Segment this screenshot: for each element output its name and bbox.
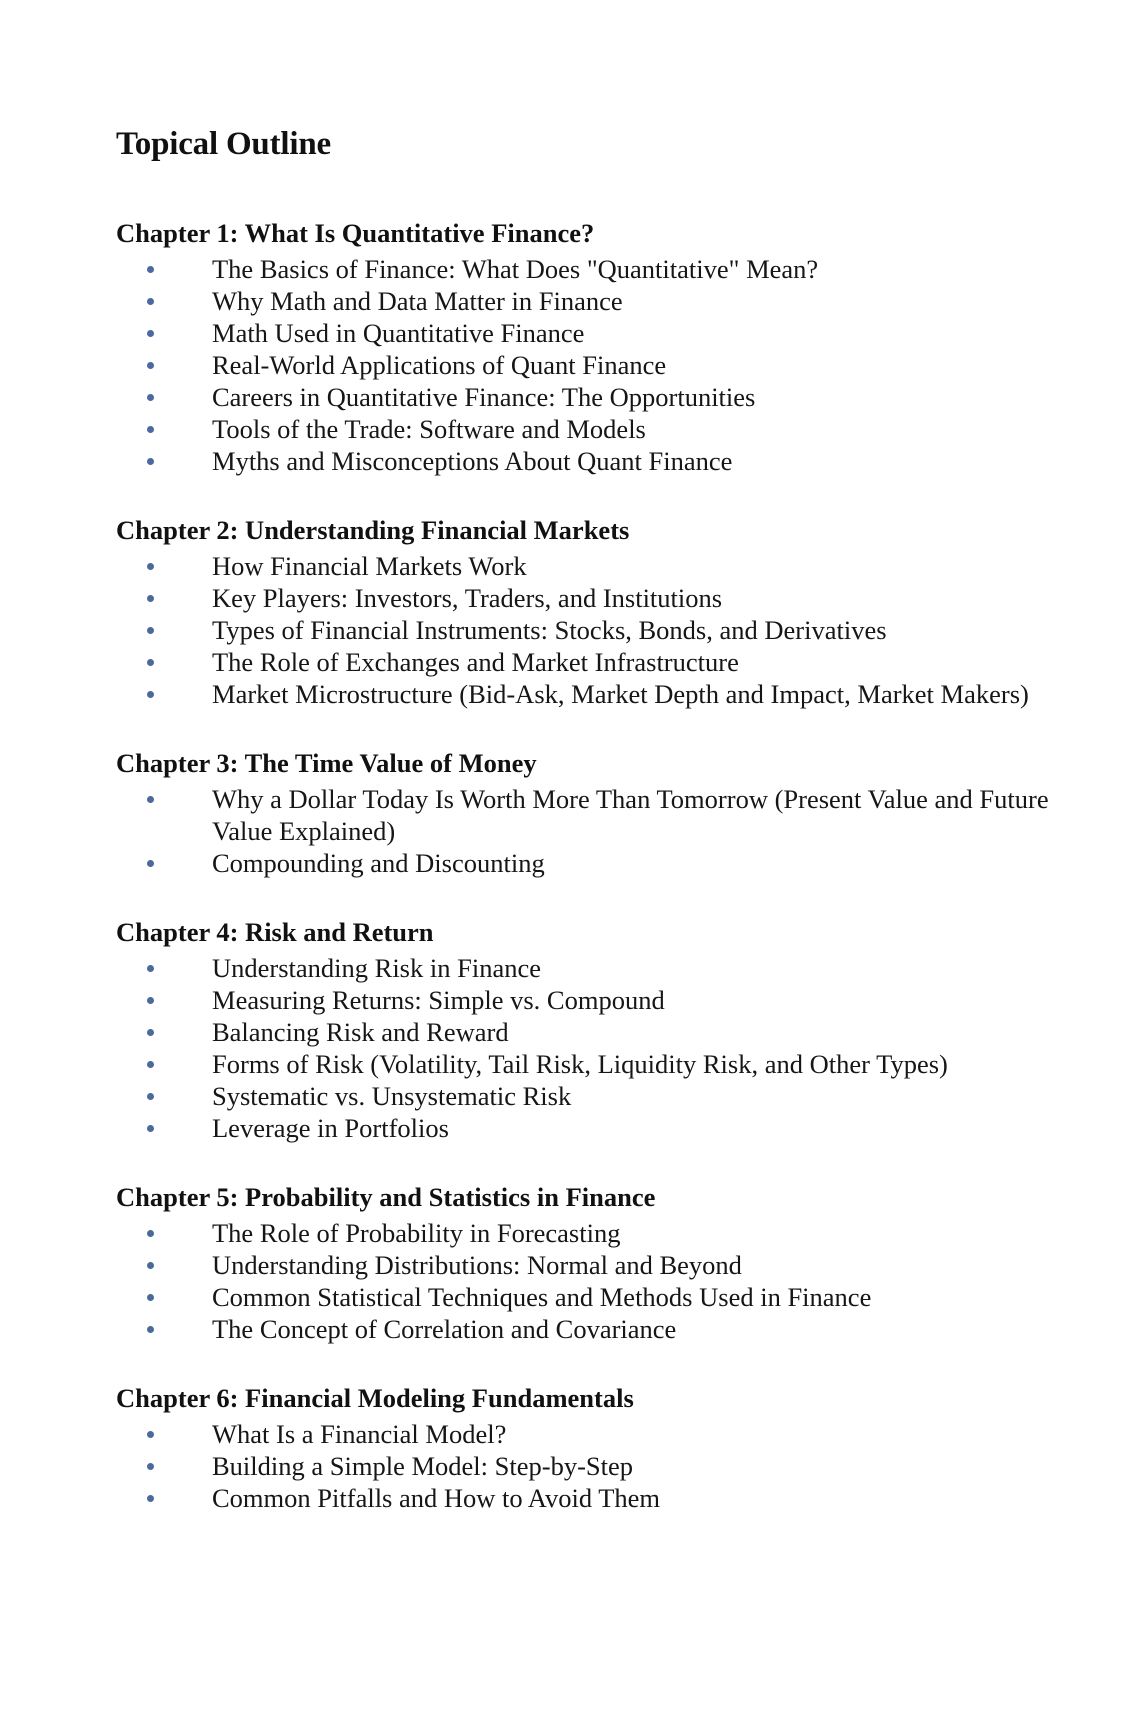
bullet-icon [147, 1262, 154, 1269]
topic-text: Myths and Misconceptions About Quant Finance [212, 446, 733, 476]
topic-text: Understanding Distributions: Normal and Beyond [212, 1250, 742, 1280]
topic-text: Compounding and Discounting [212, 848, 545, 878]
chapter-heading: Chapter 4: Risk and Return [116, 917, 434, 947]
list-item [116, 1217, 1056, 1249]
chapter-section [116, 746, 1056, 879]
bullet-icon [147, 266, 154, 273]
list-item [116, 253, 1056, 285]
chapter-section [116, 1180, 1056, 1345]
topic-text: Building a Simple Model: Step-by-Step [212, 1451, 634, 1481]
topic-text: Common Pitfalls and How to Avoid Them [212, 1483, 661, 1513]
list-item [116, 646, 1056, 678]
list-item [116, 678, 1056, 710]
bullet-icon [147, 1431, 154, 1438]
list-item [116, 445, 1056, 477]
topic-list [116, 1217, 1056, 1345]
topic-text: Leverage in Portfolios [212, 1113, 449, 1143]
topic-list [116, 952, 1056, 1144]
topic-text: Forms of Risk (Volatility, Tail Risk, Liquidity Risk, and Other Types) [212, 1049, 948, 1079]
bullet-icon [147, 458, 154, 465]
topic-list [116, 550, 1056, 710]
topic-text: Balancing Risk and Reward [212, 1017, 509, 1047]
topic-list [116, 783, 1056, 879]
bullet-icon [147, 1230, 154, 1237]
list-item [116, 1048, 1056, 1080]
chapter-heading: Chapter 1: What Is Quantitative Finance? [116, 218, 595, 248]
bullet-icon [147, 1294, 154, 1301]
chapter-heading: Chapter 5: Probability and Statistics in Finance [116, 1182, 656, 1212]
bullet-icon [147, 330, 154, 337]
bullet-icon [147, 627, 154, 634]
bullet-icon [147, 997, 154, 1004]
bullet-icon [147, 1495, 154, 1502]
bullet-icon [147, 1125, 154, 1132]
list-item [116, 381, 1056, 413]
list-item [116, 952, 1056, 984]
bullet-icon [147, 298, 154, 305]
chapter-section [116, 1381, 1056, 1514]
document-title: Topical Outline [116, 126, 331, 162]
topic-text: How Financial Markets Work [212, 551, 527, 581]
topic-text: Market Microstructure (Bid-Ask, Market Depth and Impact, Market Makers) [212, 679, 1029, 709]
bullet-icon [147, 1029, 154, 1036]
list-item [116, 847, 1056, 879]
list-item [116, 1112, 1056, 1144]
topic-text: Math Used in Quantitative Finance [212, 318, 585, 348]
topic-text: The Role of Exchanges and Market Infrastructure [212, 647, 739, 677]
bullet-icon [147, 362, 154, 369]
bullet-icon [147, 1326, 154, 1333]
chapter-section [116, 915, 1056, 1144]
bullet-icon [147, 595, 154, 602]
bullet-icon [147, 796, 154, 803]
bullet-icon [147, 563, 154, 570]
topic-list [116, 253, 1056, 477]
chapter-section [116, 513, 1056, 710]
topic-text: The Concept of Correlation and Covariance [212, 1314, 677, 1344]
topic-text: Measuring Returns: Simple vs. Compound [212, 985, 665, 1015]
bullet-icon [147, 691, 154, 698]
list-item [116, 1418, 1056, 1450]
list-item [116, 413, 1056, 445]
list-item [116, 1016, 1056, 1048]
topic-text: The Role of Probability in Forecasting [212, 1218, 621, 1248]
list-item [116, 317, 1056, 349]
bullet-icon [147, 1061, 154, 1068]
topic-text: Understanding Risk in Finance [212, 953, 541, 983]
list-item [116, 1281, 1056, 1313]
chapter-heading: Chapter 2: Understanding Financial Markets [116, 515, 630, 545]
bullet-icon [147, 860, 154, 867]
topic-text: The Basics of Finance: What Does "Quantitative" Mean? [212, 254, 819, 284]
list-item [116, 550, 1056, 582]
list-item [116, 1249, 1056, 1281]
topic-text: Common Statistical Techniques and Methods Used in Finance [212, 1282, 872, 1312]
bullet-icon [147, 1093, 154, 1100]
list-item [116, 984, 1056, 1016]
list-item [116, 1313, 1056, 1345]
chapter-heading: Chapter 3: The Time Value of Money [116, 748, 537, 778]
bullet-icon [147, 394, 154, 401]
bullet-icon [147, 426, 154, 433]
list-item [116, 349, 1056, 381]
topic-text: Tools of the Trade: Software and Models [212, 414, 646, 444]
chapter-section [116, 216, 1056, 477]
topic-text: Systematic vs. Unsystematic Risk [212, 1081, 572, 1111]
topic-text: Why a Dollar Today Is Worth More Than Tomorrow (Present Value and Future Value Explained) [212, 784, 1049, 846]
list-item [116, 783, 1056, 847]
topic-text: Types of Financial Instruments: Stocks, Bonds, and Derivatives [212, 615, 887, 645]
list-item [116, 1450, 1056, 1482]
list-item [116, 1080, 1056, 1112]
topic-text: Key Players: Investors, Traders, and Institutions [212, 583, 723, 613]
list-item [116, 285, 1056, 317]
bullet-icon [147, 965, 154, 972]
topic-text: Careers in Quantitative Finance: The Opportunities [212, 382, 756, 412]
topic-text: Why Math and Data Matter in Finance [212, 286, 623, 316]
document-page [116, 124, 1056, 1550]
topic-list [116, 1418, 1056, 1514]
bullet-icon [147, 1463, 154, 1470]
list-item [116, 1482, 1056, 1514]
list-item [116, 614, 1056, 646]
list-item [116, 582, 1056, 614]
bullet-icon [147, 659, 154, 666]
topic-text: What Is a Financial Model? [212, 1419, 507, 1449]
chapter-heading: Chapter 6: Financial Modeling Fundamentals [116, 1383, 634, 1413]
chapter-list [116, 216, 1056, 1514]
topic-text: Real-World Applications of Quant Finance [212, 350, 667, 380]
